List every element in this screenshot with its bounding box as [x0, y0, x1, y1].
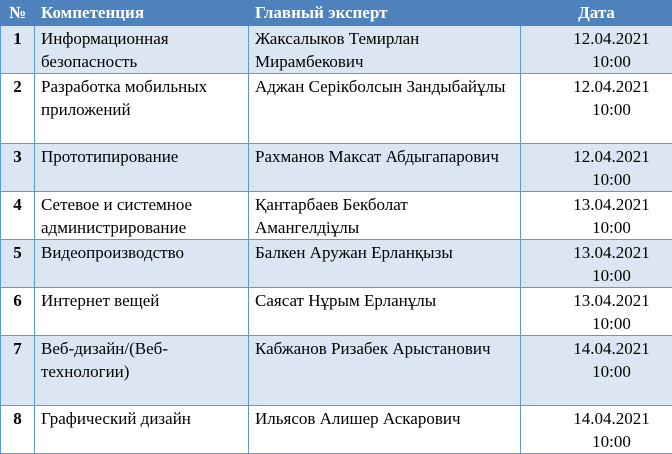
table-body [1, 26, 672, 454]
row-competence: Сетевое и системное администрирование [35, 192, 249, 240]
row-date: 14.04.2021 [551, 337, 672, 360]
row-date: 12.04.2021 [551, 27, 672, 50]
row-time: 10:00 [551, 216, 672, 239]
table-row [1, 144, 672, 192]
row-date: 14.04.2021 [551, 407, 672, 430]
row-number: 4 [1, 192, 35, 240]
header-expert: Главный эксперт [249, 1, 521, 26]
table-row [1, 406, 672, 454]
row-competence: Веб-дизайн/(Веб-технологии) [35, 336, 249, 406]
row-time: 10:00 [551, 312, 672, 335]
row-date: 13.04.2021 [551, 193, 672, 216]
row-datetime [521, 192, 672, 240]
table-header [1, 1, 672, 26]
header-number: № [1, 1, 35, 26]
row-number: 5 [1, 240, 35, 288]
table-row [1, 74, 672, 144]
row-date: 13.04.2021 [551, 241, 672, 264]
row-competence: Информационная безопасность [35, 26, 249, 74]
row-competence: Разработка мобильных приложений [35, 74, 249, 144]
table-row [1, 288, 672, 336]
row-date: 13.04.2021 [551, 289, 672, 312]
row-competence: Интернет вещей [35, 288, 249, 336]
row-time: 10:00 [551, 98, 672, 121]
row-number: 6 [1, 288, 35, 336]
row-expert: Балкен Аружан Ерланқызы [249, 240, 521, 288]
row-number: 1 [1, 26, 35, 74]
row-datetime [521, 336, 672, 406]
row-expert: Жаксалыков Темирлан Мирамбекович [249, 26, 521, 74]
row-datetime [521, 144, 672, 192]
header-date: Дата [521, 1, 672, 26]
row-expert: Аджан Серікболсын Зандыбайұлы [249, 74, 521, 144]
table-row [1, 336, 672, 406]
row-expert: Рахманов Максат Абдыгапарович [249, 144, 521, 192]
row-date: 12.04.2021 [551, 145, 672, 168]
table-row [1, 240, 672, 288]
row-date: 12.04.2021 [551, 75, 672, 98]
row-datetime [521, 406, 672, 454]
table-row [1, 192, 672, 240]
row-datetime [521, 74, 672, 144]
row-datetime [521, 240, 672, 288]
row-time: 10:00 [551, 264, 672, 287]
row-number: 3 [1, 144, 35, 192]
row-expert: Қантарбаев Бекболат Амангелдіұлы [249, 192, 521, 240]
row-competence: Прототипирование [35, 144, 249, 192]
row-time: 10:00 [551, 50, 672, 73]
row-time: 10:00 [551, 360, 672, 383]
row-competence: Графический дизайн [35, 406, 249, 454]
row-time: 10:00 [551, 168, 672, 191]
row-competence: Видеопроизводство [35, 240, 249, 288]
row-datetime [521, 288, 672, 336]
row-time: 10:00 [551, 430, 672, 453]
row-expert: Саясат Нұрым Ерланұлы [249, 288, 521, 336]
row-datetime [521, 26, 672, 74]
table-row [1, 26, 672, 74]
row-expert: Кабжанов Ризабек Арыстанович [249, 336, 521, 406]
row-number: 7 [1, 336, 35, 406]
row-expert: Ильясов Алишер Аскарович [249, 406, 521, 454]
row-number: 8 [1, 406, 35, 454]
header-row [1, 1, 672, 26]
row-number: 2 [1, 74, 35, 144]
header-competence: Компетенция [35, 1, 249, 26]
